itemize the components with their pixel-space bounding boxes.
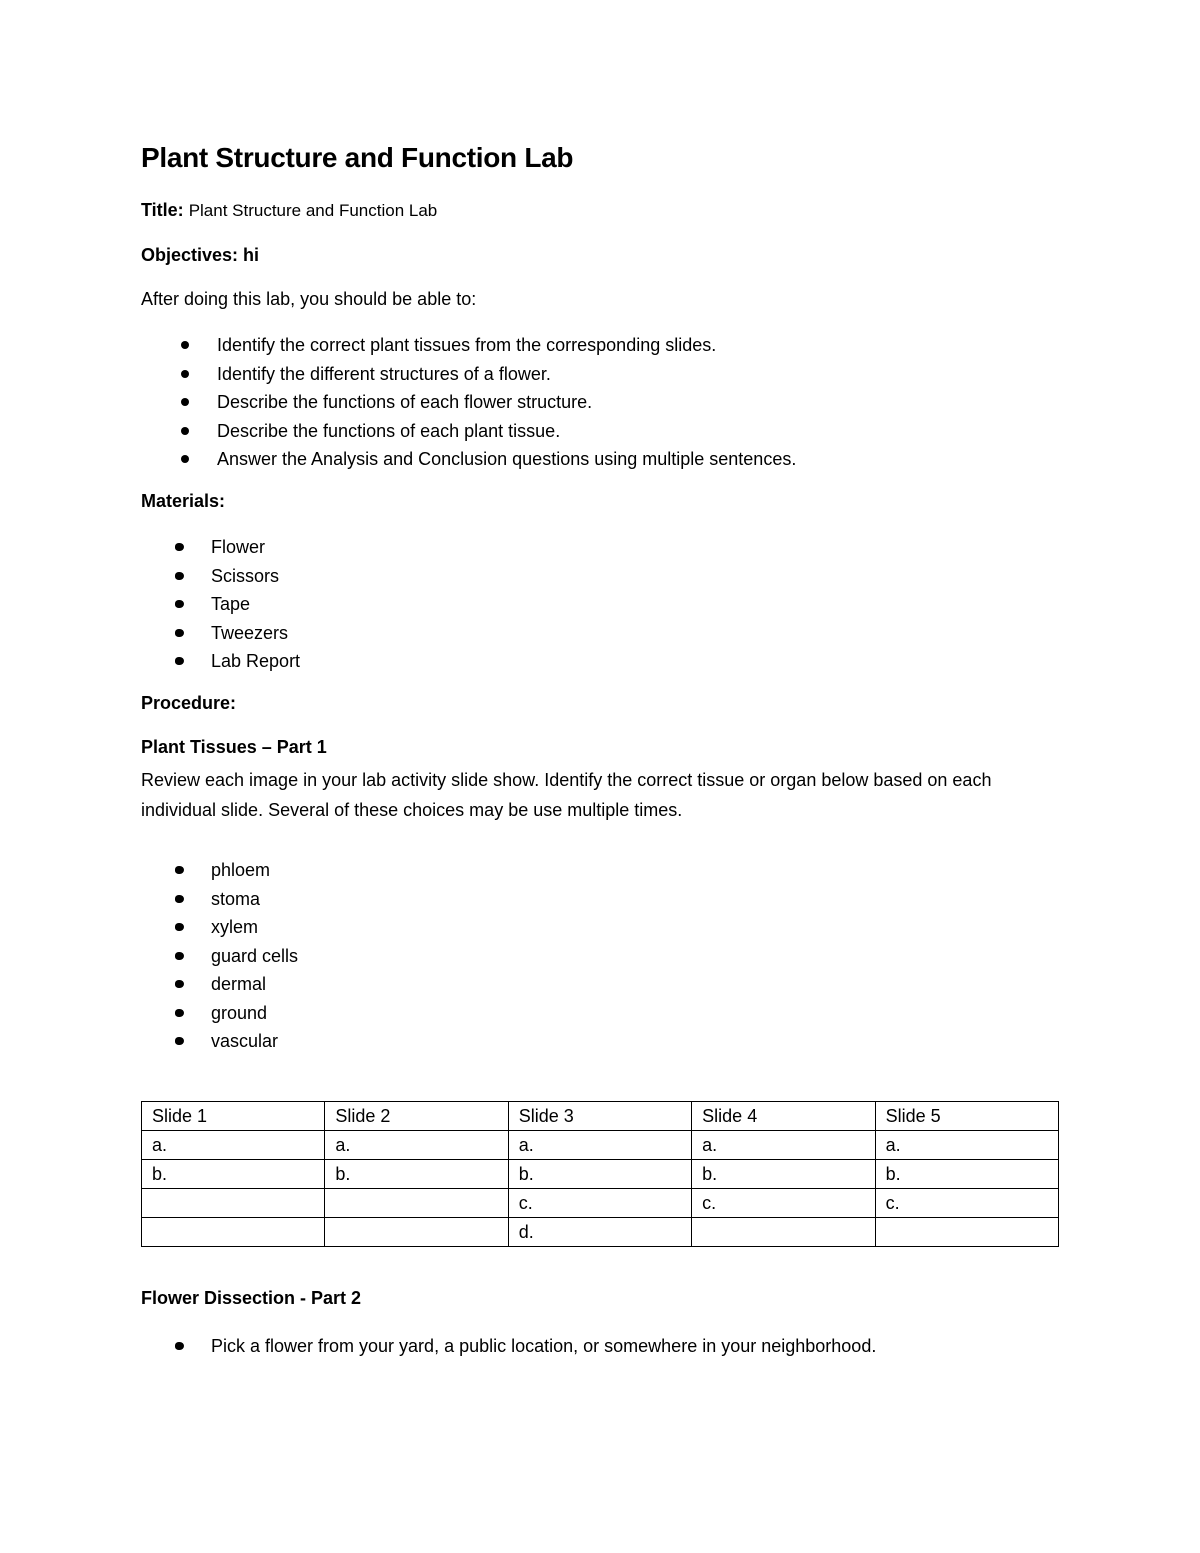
objective-text: Describe the functions of each flower structure.: [217, 392, 593, 412]
choice-text: stoma: [211, 888, 261, 909]
table-row: [142, 1160, 1059, 1189]
table-cell: d.: [508, 1218, 691, 1247]
title-field-label: Title:: [141, 200, 184, 220]
list-item: [141, 445, 796, 474]
table-cell: [875, 1218, 1058, 1247]
choice-text: guard cells: [211, 945, 299, 966]
part2-step-text: Pick a flower from your yard, a public location, or somewhere in your neighborhood.: [211, 1336, 877, 1356]
list-item: [141, 417, 796, 446]
bullet-icon: [181, 341, 189, 349]
list-item: [141, 533, 300, 562]
list-item: [141, 619, 300, 648]
bullet-icon: [175, 1009, 184, 1017]
bullet-icon: [175, 1037, 184, 1045]
table-cell: a.: [325, 1131, 508, 1160]
bullet-icon: [181, 455, 189, 463]
list-item: [141, 331, 796, 360]
choice-text: xylem: [211, 917, 259, 937]
table-header-cell: Slide 5: [875, 1102, 1058, 1131]
table-cell: c.: [692, 1189, 875, 1218]
bullet-icon: [181, 427, 189, 435]
table-cell: b.: [875, 1160, 1058, 1189]
table-header-cell: Slide 1: [142, 1102, 325, 1131]
material-text: Scissors: [211, 565, 280, 586]
bullet-icon: [175, 629, 184, 637]
part1-heading: Plant Tissues – Part 1: [141, 737, 327, 757]
objectives-intro: After doing this lab, you should be able to:: [141, 289, 477, 309]
list-item: [141, 360, 796, 389]
list-item: [141, 388, 796, 417]
table-cell: a.: [142, 1131, 325, 1160]
table-header-cell: Slide 4: [692, 1102, 875, 1131]
procedure-heading: Procedure:: [141, 693, 237, 713]
material-text: Tweezers: [211, 622, 289, 643]
slides-table: [141, 1101, 1059, 1247]
list-item: [141, 647, 300, 676]
bullet-icon: [175, 657, 184, 665]
objective-text: Describe the functions of each plant tissue.: [217, 420, 561, 441]
table-cell: [325, 1189, 508, 1218]
table-cell: [142, 1189, 325, 1218]
part2-heading: Flower Dissection - Part 2: [141, 1288, 362, 1308]
objectives-heading: Objectives: hi: [141, 245, 260, 265]
list-item: [141, 999, 298, 1028]
bullet-icon: [175, 980, 184, 988]
table-row: [142, 1189, 1059, 1218]
bullet-icon: [175, 600, 184, 608]
bullet-icon: [175, 572, 184, 580]
table-cell: c.: [875, 1189, 1058, 1218]
choice-text: vascular: [211, 1031, 279, 1051]
part1-paragraph: Review each image in your lab activity slide show. Identify the correct tissue or organ below based on each individual slide. Several of these choices may be use multiple times.: [141, 770, 992, 820]
list-item: [141, 856, 298, 885]
table-row: [142, 1131, 1059, 1160]
bullet-icon: [175, 895, 184, 903]
table-cell: [325, 1218, 508, 1247]
list-item: [141, 562, 300, 591]
table-cell: b.: [692, 1160, 875, 1189]
bullet-icon: [175, 866, 184, 874]
table-header-cell: Slide 3: [508, 1102, 691, 1131]
bullet-icon: [175, 923, 184, 931]
table-cell: b.: [325, 1160, 508, 1189]
table-cell: b.: [142, 1160, 325, 1189]
choice-text: dermal: [211, 974, 267, 994]
bullet-icon: [181, 370, 189, 378]
table-row: [142, 1218, 1059, 1247]
list-item: [141, 885, 298, 914]
list-item: [141, 913, 298, 942]
materials-heading: Materials:: [141, 491, 226, 511]
table-cell: b.: [508, 1160, 691, 1189]
table-cell: a.: [508, 1131, 691, 1160]
table-header-row: [142, 1102, 1059, 1131]
choice-text: phloem: [211, 860, 271, 880]
tissue-choices-list: [141, 856, 298, 1056]
materials-list: [141, 533, 300, 676]
objective-text: Identify the different structures of a flower.: [217, 363, 551, 384]
list-item: [141, 1027, 298, 1056]
bullet-icon: [181, 398, 189, 406]
title-field: [141, 200, 437, 221]
table-cell: [142, 1218, 325, 1247]
table-header-cell: Slide 2: [325, 1102, 508, 1131]
part2-list: [141, 1332, 876, 1361]
table-cell: a.: [875, 1131, 1058, 1160]
table-cell: a.: [692, 1131, 875, 1160]
bullet-icon: [175, 543, 184, 551]
table-cell: c.: [508, 1189, 691, 1218]
list-item: [141, 970, 298, 999]
bullet-icon: [175, 1342, 184, 1350]
list-item: [141, 942, 298, 971]
objective-text: Answer the Analysis and Conclusion questions using multiple sentences.: [217, 449, 797, 469]
title-field-value: Plant Structure and Function Lab: [188, 201, 438, 220]
objective-text: Identify the correct plant tissues from the corresponding slides.: [217, 335, 717, 355]
table-cell: [692, 1218, 875, 1247]
list-item: [141, 590, 300, 619]
choice-text: ground: [211, 1002, 268, 1023]
objectives-list: [141, 331, 796, 474]
bullet-icon: [175, 952, 184, 960]
list-item: [141, 1332, 876, 1361]
material-text: Lab Report: [211, 651, 301, 671]
material-text: Flower: [211, 537, 266, 557]
document-title: Plant Structure and Function Lab: [141, 142, 574, 173]
material-text: Tape: [211, 594, 251, 614]
